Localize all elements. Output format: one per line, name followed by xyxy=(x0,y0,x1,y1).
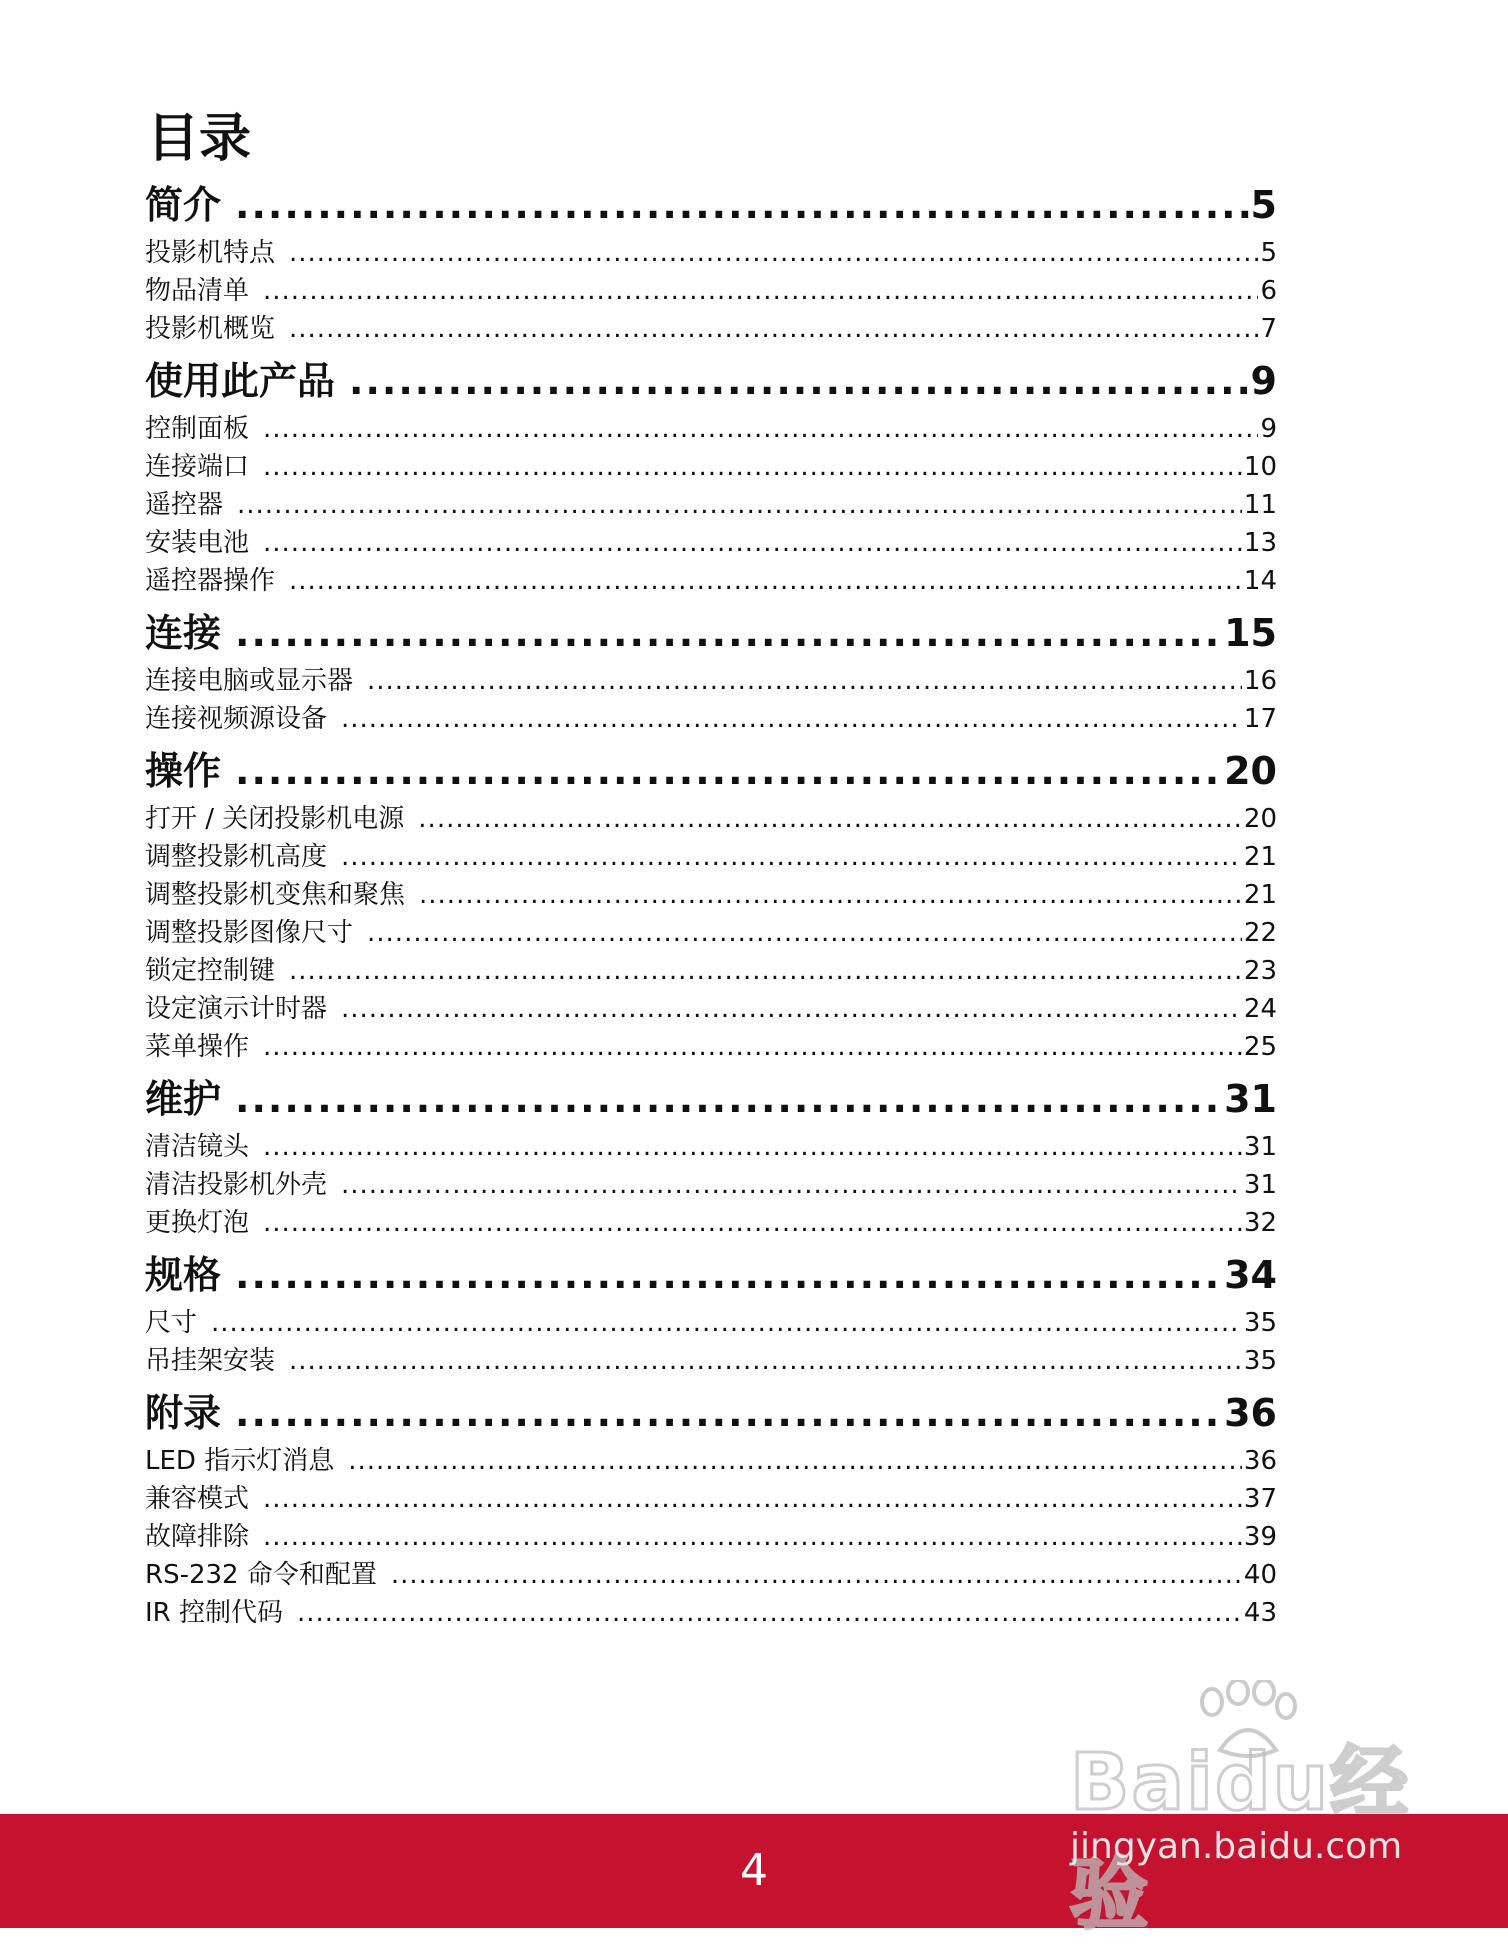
toc-entry-page: 34 xyxy=(1224,1253,1277,1297)
toc-entry-page: 9 xyxy=(1260,414,1277,444)
toc-entry-title: 清洁镜头 xyxy=(145,1132,250,1162)
toc-dot-leader xyxy=(289,1342,1242,1380)
toc-entry-page: 9 xyxy=(1250,359,1277,403)
toc-chapter-entry[interactable] xyxy=(145,1252,1277,1298)
toc-entry-page: 21 xyxy=(1243,842,1277,872)
toc-entry-title: 遥控器操作 xyxy=(145,566,276,596)
toc-section-entry[interactable] xyxy=(145,1480,1277,1518)
toc-entry-page: 35 xyxy=(1243,1308,1277,1338)
toc-entry-page: 16 xyxy=(1243,666,1277,696)
toc-dot-leader xyxy=(235,1076,1222,1122)
toc-section-entry[interactable] xyxy=(145,1028,1277,1066)
watermark-logo: Baidu经验 xyxy=(1070,1738,1411,1940)
toc-entry-title: 更换灯泡 xyxy=(145,1208,250,1238)
toc-entry-title: 使用此产品 xyxy=(145,359,336,403)
toc-entry-page: 39 xyxy=(1243,1522,1277,1552)
toc-entry-title: 维护 xyxy=(145,1077,222,1121)
toc-dot-leader xyxy=(263,1028,1242,1066)
toc-dot-leader xyxy=(235,748,1222,794)
toc-entry-page: 22 xyxy=(1243,918,1277,948)
toc-dot-leader xyxy=(367,914,1242,952)
toc-chapter-entry[interactable] xyxy=(145,748,1277,794)
toc-entry-page: 21 xyxy=(1243,880,1277,910)
toc-entry-page: 36 xyxy=(1243,1446,1277,1476)
watermark xyxy=(1070,1680,1430,1940)
toc-dot-leader xyxy=(263,1480,1242,1518)
toc-section-entry[interactable] xyxy=(145,1556,1277,1594)
toc-section-entry[interactable] xyxy=(145,310,1277,348)
toc-entry-page: 31 xyxy=(1224,1077,1277,1121)
toc-dot-leader xyxy=(419,876,1242,914)
toc-section-entry[interactable] xyxy=(145,1204,1277,1242)
toc-chapter-entry[interactable] xyxy=(145,1390,1277,1436)
toc-entry-title: 设定演示计时器 xyxy=(145,994,328,1024)
toc-entry-page: 35 xyxy=(1243,1346,1277,1376)
toc-entry-page: 20 xyxy=(1224,749,1277,793)
toc-entry-page: 32 xyxy=(1243,1208,1277,1238)
toc-dot-leader xyxy=(367,662,1242,700)
toc-entry-page: 6 xyxy=(1260,276,1277,306)
toc-entry-page: 20 xyxy=(1243,804,1277,834)
toc-section-entry[interactable] xyxy=(145,562,1277,600)
toc-entry-page: 40 xyxy=(1243,1560,1277,1590)
toc-dot-leader xyxy=(349,358,1249,404)
toc-dot-leader xyxy=(418,800,1242,838)
toc-chapter-entry[interactable] xyxy=(145,1076,1277,1122)
toc-dot-leader xyxy=(297,1594,1242,1632)
toc-dot-leader xyxy=(263,524,1242,562)
toc-chapter-entry[interactable] xyxy=(145,182,1277,228)
toc-dot-leader xyxy=(348,1442,1242,1480)
toc-entry-page: 5 xyxy=(1260,238,1277,268)
toc-section-entry[interactable] xyxy=(145,486,1277,524)
watermark-url: jingyan.baidu.com xyxy=(1070,1826,1403,1867)
toc-dot-leader xyxy=(263,272,1258,310)
toc-entry-title: 投影机概览 xyxy=(145,314,276,344)
toc-entry-title: IR 控制代码 xyxy=(145,1598,283,1628)
toc-section-entry[interactable] xyxy=(145,1342,1277,1380)
toc-dot-leader xyxy=(237,486,1242,524)
toc-entry-page: 15 xyxy=(1224,611,1277,655)
toc-dot-leader xyxy=(211,1304,1242,1342)
toc-section-entry[interactable] xyxy=(145,234,1277,272)
toc-entry-page: 7 xyxy=(1260,314,1277,344)
toc-section-entry[interactable] xyxy=(145,914,1277,952)
toc-section-entry[interactable] xyxy=(145,1128,1277,1166)
toc-section-entry[interactable] xyxy=(145,1304,1277,1342)
toc-entry-page: 31 xyxy=(1243,1132,1277,1162)
toc-entry-title: 菜单操作 xyxy=(145,1032,250,1062)
toc-entry-title: 投影机特点 xyxy=(145,238,276,268)
toc-section-entry[interactable] xyxy=(145,800,1277,838)
toc-chapter-entry[interactable] xyxy=(145,610,1277,656)
toc-section-entry[interactable] xyxy=(145,700,1277,738)
toc-dot-leader xyxy=(341,700,1242,738)
toc-entry-page: 23 xyxy=(1243,956,1277,986)
toc-entry-title: 锁定控制键 xyxy=(145,956,276,986)
toc-entry-title: 连接电脑或显示器 xyxy=(145,666,354,696)
toc-dot-leader xyxy=(289,310,1258,348)
toc-entry-title: 连接视频源设备 xyxy=(145,704,328,734)
toc-section-entry[interactable] xyxy=(145,838,1277,876)
toc-entry-title: 兼容模式 xyxy=(145,1484,250,1514)
toc-dot-leader xyxy=(289,234,1258,272)
toc-dot-leader xyxy=(289,952,1242,990)
toc-dot-leader xyxy=(263,1128,1242,1166)
toc-dot-leader xyxy=(341,990,1242,1028)
toc-section-entry[interactable] xyxy=(145,1594,1277,1632)
toc-entry-title: 尺寸 xyxy=(145,1308,198,1338)
toc-dot-leader xyxy=(341,838,1242,876)
toc-entry-title: 连接 xyxy=(145,611,222,655)
page-title: 目录 xyxy=(147,109,252,169)
toc-dot-leader xyxy=(391,1556,1242,1594)
toc-entry-title: 控制面板 xyxy=(145,414,250,444)
toc-entry-title: 连接端口 xyxy=(145,452,250,482)
toc-dot-leader xyxy=(341,1166,1242,1204)
toc-entry-page: 37 xyxy=(1243,1484,1277,1514)
toc-entry-page: 11 xyxy=(1243,490,1277,520)
toc-entry-title: RS-232 命令和配置 xyxy=(145,1560,377,1590)
toc-dot-leader xyxy=(263,410,1258,448)
toc-section-entry[interactable] xyxy=(145,1166,1277,1204)
toc-dot-leader xyxy=(235,610,1222,656)
toc-entry-title: 调整投影图像尺寸 xyxy=(145,918,354,948)
toc-entry-title: 安装电池 xyxy=(145,528,250,558)
toc-section-entry[interactable] xyxy=(145,662,1277,700)
page-number: 4 xyxy=(740,1845,768,1896)
toc-entry-title: 吊挂架安装 xyxy=(145,1346,276,1376)
toc-dot-leader xyxy=(235,182,1249,228)
toc-section-entry[interactable] xyxy=(145,1442,1277,1480)
table-of-contents xyxy=(145,182,1277,1632)
toc-entry-page: 25 xyxy=(1243,1032,1277,1062)
toc-entry-title: 遥控器 xyxy=(145,490,224,520)
toc-entry-title: 调整投影机变焦和聚焦 xyxy=(145,880,406,910)
toc-section-entry[interactable] xyxy=(145,952,1277,990)
toc-entry-page: 36 xyxy=(1224,1391,1277,1435)
toc-entry-title: LED 指示灯消息 xyxy=(145,1446,335,1476)
toc-dot-leader xyxy=(263,1518,1242,1556)
toc-entry-title: 打开 / 关闭投影机电源 xyxy=(145,804,405,834)
toc-entry-title: 附录 xyxy=(145,1391,222,1435)
toc-dot-leader xyxy=(289,562,1242,600)
toc-entry-title: 故障排除 xyxy=(145,1522,250,1552)
toc-section-entry[interactable] xyxy=(145,876,1277,914)
toc-entry-title: 清洁投影机外壳 xyxy=(145,1170,328,1200)
toc-section-entry[interactable] xyxy=(145,410,1277,448)
toc-entry-title: 规格 xyxy=(145,1253,222,1297)
toc-dot-leader xyxy=(263,448,1242,486)
toc-dot-leader xyxy=(235,1252,1222,1298)
toc-entry-page: 31 xyxy=(1243,1170,1277,1200)
toc-entry-title: 操作 xyxy=(145,749,222,793)
toc-section-entry[interactable] xyxy=(145,448,1277,486)
toc-section-entry[interactable] xyxy=(145,524,1277,562)
toc-entry-page: 17 xyxy=(1243,704,1277,734)
toc-entry-page: 10 xyxy=(1243,452,1277,482)
toc-section-entry[interactable] xyxy=(145,272,1277,310)
toc-entry-page: 13 xyxy=(1243,528,1277,558)
toc-entry-page: 43 xyxy=(1243,1598,1277,1628)
toc-chapter-entry[interactable] xyxy=(145,358,1277,404)
toc-entry-title: 调整投影机高度 xyxy=(145,842,328,872)
toc-entry-page: 14 xyxy=(1243,566,1277,596)
toc-entry-page: 24 xyxy=(1243,994,1277,1024)
toc-entry-page: 5 xyxy=(1250,183,1277,227)
toc-section-entry[interactable] xyxy=(145,990,1277,1028)
toc-entry-title: 简介 xyxy=(145,183,222,227)
toc-section-entry[interactable] xyxy=(145,1518,1277,1556)
toc-dot-leader xyxy=(263,1204,1242,1242)
toc-dot-leader xyxy=(235,1390,1222,1436)
toc-entry-title: 物品清单 xyxy=(145,276,250,306)
